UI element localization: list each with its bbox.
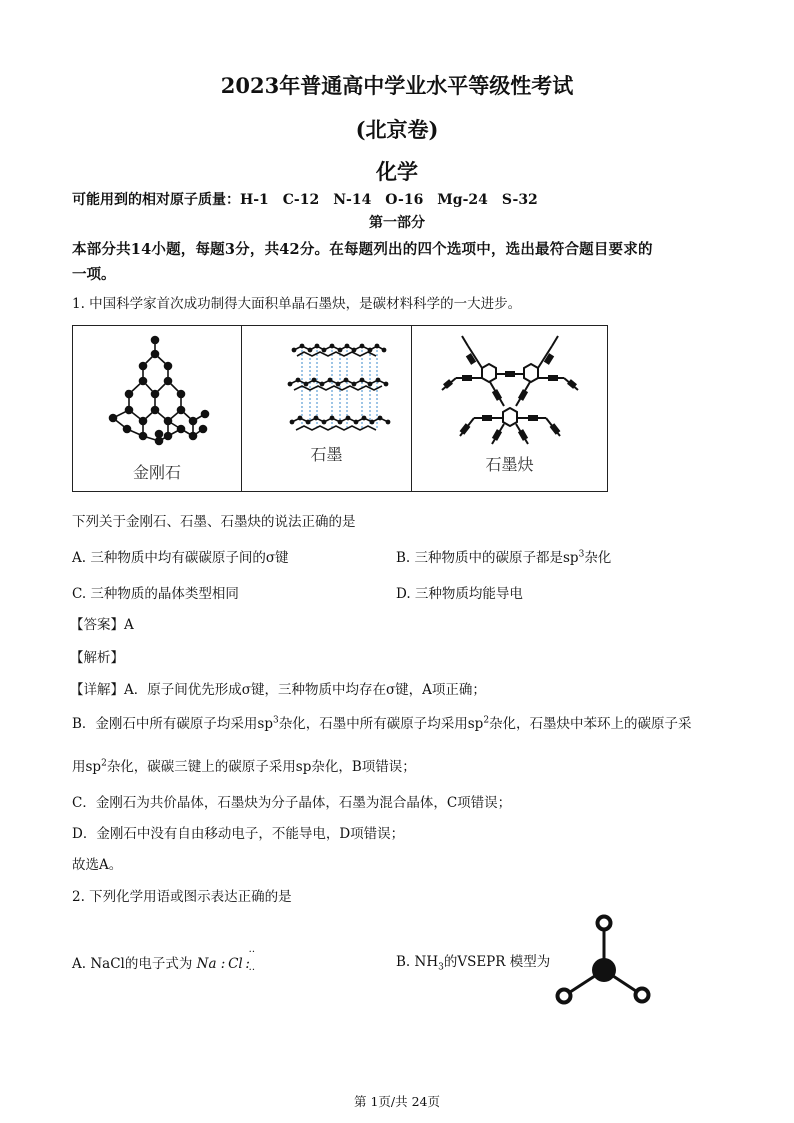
q1-conclusion: 故选A。 [72, 857, 123, 873]
question-1-prompt: 下列关于金刚石、石墨、石墨炔的说法正确的是 [72, 514, 356, 530]
q1-option-b: B. 三种物质中的碳原子都是$sp^3$杂化 [396, 549, 612, 566]
q2-option-a: A. NaCl的电子式为 Na : Cl : ·· ·· [72, 947, 255, 976]
part-heading: 第一部分 [369, 215, 425, 231]
instructions-line-2: 一项。 [72, 266, 116, 283]
question-2-stem: 2. 下列化学用语或图示表达正确的是 [72, 889, 292, 905]
q1-detail-5: D．金刚石中没有自由移动电子，不能导电，D项错误； [72, 826, 405, 842]
exam-title: 2023年普通高中学业水平等级性考试 [220, 73, 574, 98]
structure-figure-table [72, 325, 608, 492]
q1-detail-1: 【详解】A．原子间优先形成σ键，三种物质中均存在σ键，A项正确； [70, 682, 486, 698]
atomic-masses: 可能用到的相对原子质量：H-1 C-12 N-14 O-16 Mg-24 S-32 [72, 192, 538, 208]
graphite-structure-icon [242, 326, 412, 446]
diamond-cell [73, 326, 241, 491]
nacl-electron-formula: Na : Cl : ·· ·· [196, 947, 255, 976]
q1-answer: 【答案】A [70, 617, 134, 633]
graphdiyne-cell [411, 326, 607, 491]
q1-option-a: A. 三种物质中均有碳碳原子间的σ键 [72, 550, 289, 566]
q1-detail-3: 用$sp^2$杂化，碳碳三键上的碳原子采用sp杂化，B项错误； [72, 758, 416, 775]
question-1-stem: 1. 中国科学家首次成功制得大面积单晶石墨炔，是碳材料科学的一大进步。 [72, 296, 522, 312]
graphdiyne-caption: 石墨炔 [485, 455, 534, 474]
instructions-line-1: 本部分共14小题，每题3分，共42分。在每题列出的四个选项中，选出最符合题目要求的 [72, 241, 653, 258]
q1-detail-2: B．金刚石中所有碳原子均采用$sp^3$杂化，石墨中所有碳原子均采用$sp^2$杂化，石墨炔中苯环上的碳原子采 [72, 715, 692, 732]
vsepr-model-icon [550, 910, 660, 1010]
graphite-cell [241, 326, 411, 491]
diamond-structure-icon [73, 326, 241, 456]
q1-analysis-label: 【解析】 [70, 650, 124, 666]
q1-detail-4: C．金刚石为共价晶体，石墨炔为分子晶体，石墨为混合晶体，C项错误； [72, 795, 512, 811]
q1-option-d: D. 三种物质均能导电 [396, 586, 523, 602]
diamond-caption: 金刚石 [132, 463, 181, 482]
graphdiyne-structure-icon [412, 326, 608, 456]
page-footer: 第 1页/共 24页 [353, 1094, 441, 1109]
subject-title: 化学 [376, 159, 418, 184]
exam-subtitle: (北京卷) [355, 117, 439, 142]
q1-option-c: C. 三种物质的晶体类型相同 [72, 586, 239, 602]
graphite-caption: 石墨 [310, 445, 343, 464]
q2-option-b: B. $NH_3$的VSEPR 模型为 [396, 954, 551, 973]
